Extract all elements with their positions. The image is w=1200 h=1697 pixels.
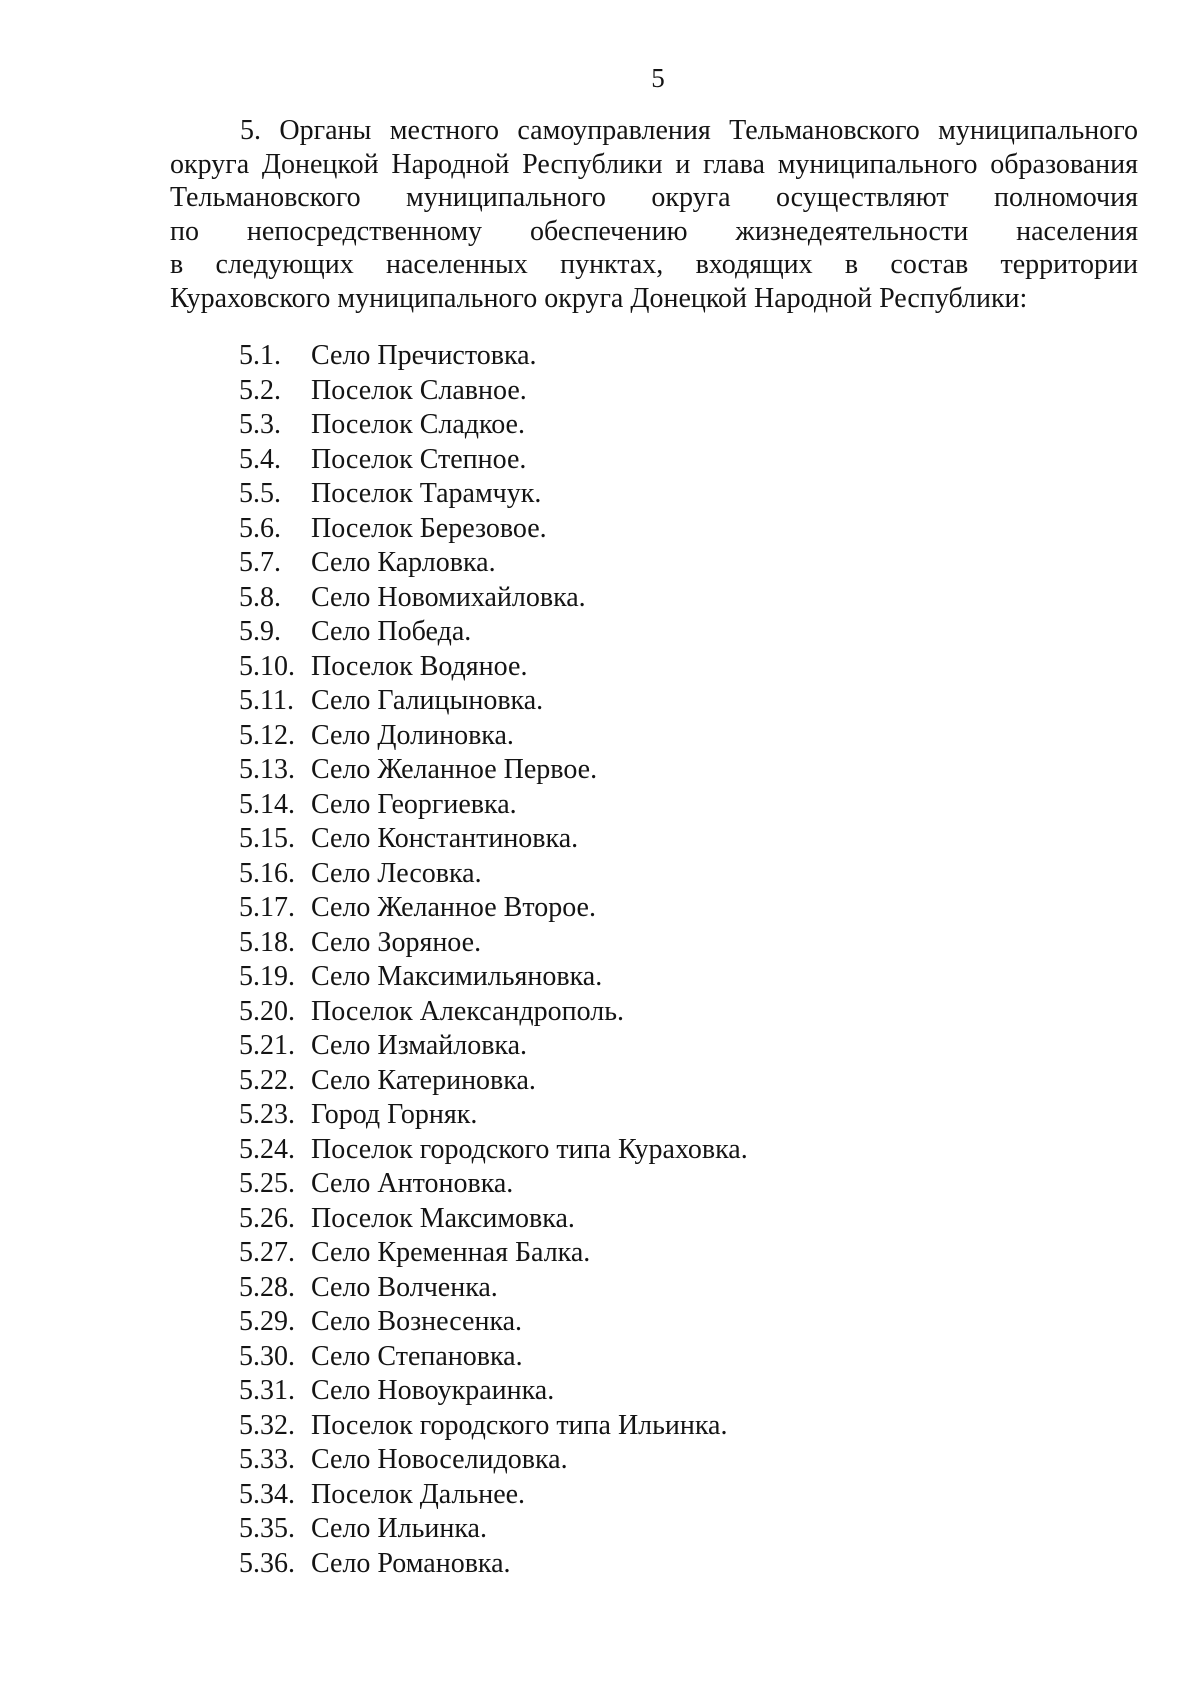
list-item-number: 5.12. xyxy=(239,719,295,751)
intro-paragraph xyxy=(170,114,1138,315)
settlement-name: Село Кременная Балка. xyxy=(311,1237,591,1268)
list-item-number: 5.5. xyxy=(239,478,281,509)
settlement-name: Село Зоряное. xyxy=(311,926,482,958)
list-item xyxy=(239,960,748,995)
list-item xyxy=(239,1547,748,1582)
settlement-list xyxy=(239,339,748,1581)
settlement-name: Село Новомихайловка. xyxy=(311,581,586,613)
list-item xyxy=(239,339,748,374)
list-item-number: 5.31. xyxy=(239,1375,295,1406)
list-item xyxy=(239,995,748,1030)
intro-line: 5. Органы местного самоуправления Тельмановского муниципального xyxy=(240,115,1138,146)
list-item-number: 5.10. xyxy=(239,650,295,682)
list-item xyxy=(239,891,748,926)
list-item-number: 5.7. xyxy=(239,547,281,578)
list-item-number: 5.16. xyxy=(239,857,295,889)
list-item-number: 5.18. xyxy=(239,926,295,958)
list-item xyxy=(239,1029,748,1064)
settlement-name: Село Степановка. xyxy=(311,1340,523,1372)
settlement-name: Поселок Сладкое. xyxy=(311,409,525,440)
list-item xyxy=(239,1512,748,1547)
settlement-name: Село Константиновка. xyxy=(311,823,579,854)
list-item xyxy=(239,822,748,857)
settlement-name: Поселок городского типа Кураховка. xyxy=(311,1133,748,1165)
settlement-name: Село Желанное Первое. xyxy=(311,754,598,785)
settlement-name: Город Горняк. xyxy=(311,1099,478,1130)
list-item-number: 5.6. xyxy=(239,512,281,544)
list-item xyxy=(239,857,748,892)
list-item xyxy=(239,926,748,961)
list-item xyxy=(239,581,748,616)
list-item xyxy=(239,1098,748,1133)
list-item xyxy=(239,1202,748,1237)
list-item-number: 5.29. xyxy=(239,1306,295,1337)
settlement-name: Село Катериновка. xyxy=(311,1064,536,1096)
list-item-number: 5.28. xyxy=(239,1271,295,1303)
list-item-number: 5.13. xyxy=(239,754,295,785)
list-item xyxy=(239,1271,748,1306)
list-item-number: 5.34. xyxy=(239,1478,295,1510)
list-item xyxy=(239,684,748,719)
list-item xyxy=(239,615,748,650)
list-item-number: 5.1. xyxy=(239,340,281,371)
intro-line: по непосредственному обеспечению жизнедеятельности населения xyxy=(170,215,1138,247)
settlement-name: Село Желанное Второе. xyxy=(311,892,596,923)
settlement-name: Село Измайловка. xyxy=(311,1030,528,1061)
list-item xyxy=(239,477,748,512)
list-item xyxy=(239,374,748,409)
list-item-number: 5.26. xyxy=(239,1202,295,1234)
list-item xyxy=(239,546,748,581)
list-item xyxy=(239,1409,748,1444)
settlement-name: Село Галицыновка. xyxy=(311,685,544,716)
list-item-number: 5.32. xyxy=(239,1409,295,1441)
settlement-name: Поселок Максимовка. xyxy=(311,1202,575,1234)
settlement-name: Поселок Степное. xyxy=(311,443,527,475)
settlement-name: Поселок Александрополь. xyxy=(311,995,625,1027)
list-item xyxy=(239,1478,748,1513)
list-item xyxy=(239,1374,748,1409)
list-item-number: 5.8. xyxy=(239,581,281,613)
settlement-name: Село Лесовка. xyxy=(311,857,482,889)
settlement-name: Поселок Водяное. xyxy=(311,650,528,682)
list-item-number: 5.11. xyxy=(239,685,294,716)
list-item-number: 5.27. xyxy=(239,1237,295,1268)
list-item-number: 5.30. xyxy=(239,1340,295,1372)
settlement-name: Поселок Березовое. xyxy=(311,512,547,544)
list-item-number: 5.4. xyxy=(239,443,281,475)
settlement-name: Село Максимильяновка. xyxy=(311,961,603,992)
list-item-number: 5.19. xyxy=(239,961,295,992)
settlement-name: Село Карловка. xyxy=(311,547,496,578)
list-item-number: 5.14. xyxy=(239,788,295,820)
settlement-name: Село Антоновка. xyxy=(311,1168,514,1199)
list-item-number: 5.15. xyxy=(239,823,295,854)
list-item xyxy=(239,1236,748,1271)
settlement-name: Поселок городского типа Ильинка. xyxy=(311,1409,728,1441)
list-item xyxy=(239,1064,748,1099)
settlement-name: Поселок Дальнее. xyxy=(311,1478,526,1510)
list-item xyxy=(239,753,748,788)
list-item-number: 5.33. xyxy=(239,1444,295,1475)
list-item xyxy=(239,1340,748,1375)
list-item-number: 5.23. xyxy=(239,1099,295,1130)
settlement-name: Поселок Тарамчук. xyxy=(311,478,542,509)
settlement-name: Село Ильинка. xyxy=(311,1513,487,1544)
list-item-number: 5.2. xyxy=(239,374,281,406)
intro-line: округа Донецкой Народной Республики и глава муниципального образования xyxy=(170,148,1138,180)
list-item-number: 5.35. xyxy=(239,1513,295,1544)
list-item-number: 5.24. xyxy=(239,1133,295,1165)
settlement-name: Село Новоукраинка. xyxy=(311,1375,555,1406)
list-item-number: 5.25. xyxy=(239,1168,295,1199)
list-item xyxy=(239,650,748,685)
list-item-number: 5.17. xyxy=(239,892,295,923)
settlement-name: Село Новоселидовка. xyxy=(311,1444,568,1475)
list-item-number: 5.21. xyxy=(239,1030,295,1061)
list-item xyxy=(239,719,748,754)
list-item xyxy=(239,1133,748,1168)
list-item-number: 5.22. xyxy=(239,1064,295,1096)
page-number: 5 xyxy=(651,63,665,93)
settlement-name: Село Георгиевка. xyxy=(311,788,517,820)
settlement-name: Село Пречистовка. xyxy=(311,340,537,371)
list-item-number: 5.3. xyxy=(239,409,281,440)
intro-line: Кураховского муниципального округа Донецкой Народной Республики: xyxy=(170,282,1028,314)
list-item xyxy=(239,788,748,823)
list-item xyxy=(239,443,748,478)
settlement-name: Село Победа. xyxy=(311,616,472,647)
intro-line: Тельмановского муниципального округа осуществляют полномочия xyxy=(170,182,1138,213)
settlement-name: Село Вознесенка. xyxy=(311,1306,523,1337)
list-item xyxy=(239,408,748,443)
list-item xyxy=(239,512,748,547)
list-item-number: 5.9. xyxy=(239,616,281,647)
list-item xyxy=(239,1305,748,1340)
list-item xyxy=(239,1443,748,1478)
list-item-number: 5.20. xyxy=(239,995,295,1027)
list-item xyxy=(239,1167,748,1202)
settlement-name: Село Долиновка. xyxy=(311,719,514,751)
settlement-name: Село Волченка. xyxy=(311,1271,498,1303)
settlement-name: Поселок Славное. xyxy=(311,374,527,406)
list-item-number: 5.36. xyxy=(239,1547,295,1579)
intro-line: в следующих населенных пунктах, входящих в состав территории xyxy=(170,249,1138,280)
settlement-name: Село Романовка. xyxy=(311,1547,511,1579)
